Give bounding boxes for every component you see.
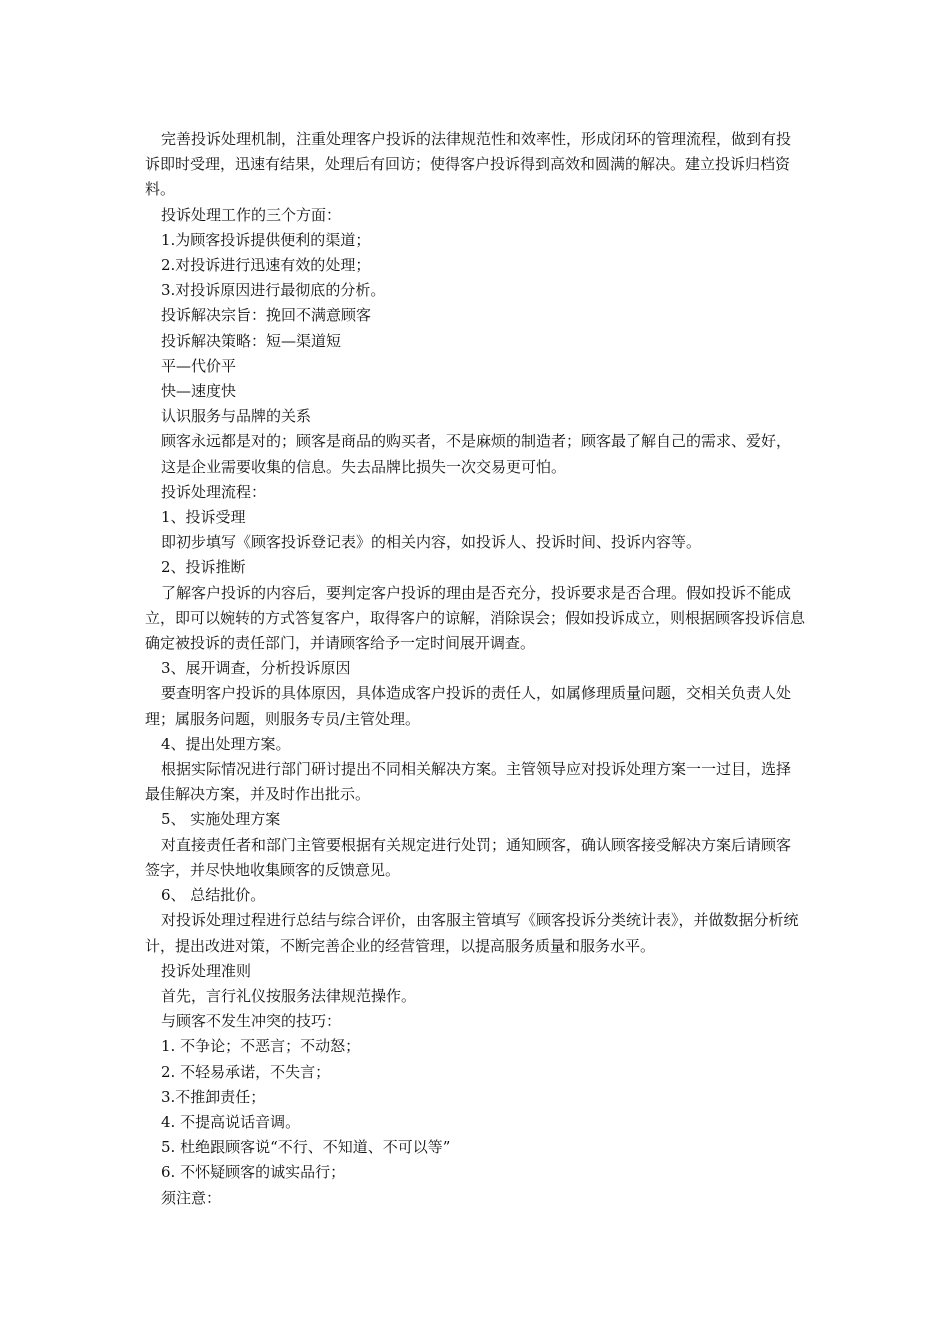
section-heading: 与顾客不发生冲突的技巧：: [161, 1012, 342, 1031]
list-item: 2.对投诉进行迅速有效的处理；: [161, 256, 371, 275]
paragraph: 了解客户投诉的内容后，要判定客户投诉的理由是否充分，投诉要求是否合理。假如投诉不能成立，即可以婉转的方式答复客户，取得客户的谅解，消除误会；假如投诉成立，则根据顾客投诉信息确定被投诉的责任部门，并请顾客给予一定时间展开调查。: [145, 583, 806, 653]
paragraph: 首先，言行礼仪按服务法律规范操作。: [161, 986, 417, 1005]
paragraph: 对直接责任者和部门主管要根据有关规定进行处罚；通知顾客，确认顾客接受解决方案后请顾客签字，并尽快地收集顾客的反馈意见。: [145, 835, 792, 879]
list-item: 3.不推卸责任；: [161, 1087, 266, 1106]
paragraph: 根据实际情况进行部门研讨提出不同相关解决方案。主管领导应对投诉处理方案一一过目，选择最佳解决方案，并及时作出批示。: [145, 760, 792, 804]
section-heading: 须注意：: [161, 1188, 222, 1207]
step-heading: 1、投诉受理: [161, 508, 246, 527]
list-item: 6. 不怀疑顾客的诚实品行；: [161, 1163, 346, 1182]
document-page: [145, 127, 805, 1211]
step-heading: 6、 总结批价。: [161, 886, 266, 905]
paragraph: 完善投诉处理机制，注重处理客户投诉的法律规范性和效率性，形成闭环的管理流程，做到有投诉即时受理，迅速有结果，处理后有回访；使得客户投诉得到高效和圆满的解决。建立投诉归档资料。: [145, 130, 792, 199]
step-heading: 2、投诉推断: [161, 558, 246, 577]
list-item: 1.为顾客投诉提供便利的渠道；: [161, 230, 371, 249]
paragraph: 要查明客户投诉的具体原因，具体造成客户投诉的责任人，如属修理质量问题，交相关负责人处理；属服务问题，则服务专员/主管处理。: [145, 684, 792, 728]
step-heading: 4、提出处理方案。: [161, 734, 291, 753]
paragraph: 对投诉处理过程进行总结与综合评价，由客服主管填写《顾客投诉分类统计表》，并做数据分析统计，提出改进对策，不断完善企业的经营管理，以提高服务质量和服务水平。: [145, 911, 799, 955]
list-item: 1. 不争论；不恶言；不动怒；: [161, 1037, 361, 1056]
paragraph: 投诉解决宗旨：挽回不满意顾客: [161, 306, 372, 325]
paragraph: 顾客永远都是对的；顾客是商品的购买者，不是麻烦的制造者；顾客最了解自己的需求、爱好，这是企业需要收集的信息。失去品牌比损失一次交易更可怕。: [161, 432, 792, 476]
paragraph: 即初步填写《顾客投诉登记表》的相关内容，如投诉人、投诉时间、投诉内容等。: [161, 533, 702, 552]
section-heading: 投诉处理准则: [161, 961, 252, 980]
step-heading: 5、 实施处理方案: [161, 810, 281, 829]
step-heading: 3、展开调查，分析投诉原因: [161, 659, 351, 678]
list-item: 5. 杜绝跟顾客说“不行、不知道、不可以等”: [161, 1138, 451, 1157]
paragraph: 平—代价平: [161, 356, 237, 375]
list-item: 3.对投诉原因进行最彻底的分析。: [161, 281, 386, 300]
paragraph: 投诉解决策略：短—渠道短: [161, 331, 342, 350]
section-heading: 认识服务与品牌的关系: [161, 407, 312, 426]
list-item: 4. 不提高说话音调。: [161, 1112, 301, 1131]
list-item: 2. 不轻易承诺，不失言；: [161, 1062, 331, 1081]
section-heading: 投诉处理流程：: [161, 482, 267, 501]
paragraph: 快—速度快: [161, 382, 237, 401]
section-heading: 投诉处理工作的三个方面：: [161, 205, 342, 224]
